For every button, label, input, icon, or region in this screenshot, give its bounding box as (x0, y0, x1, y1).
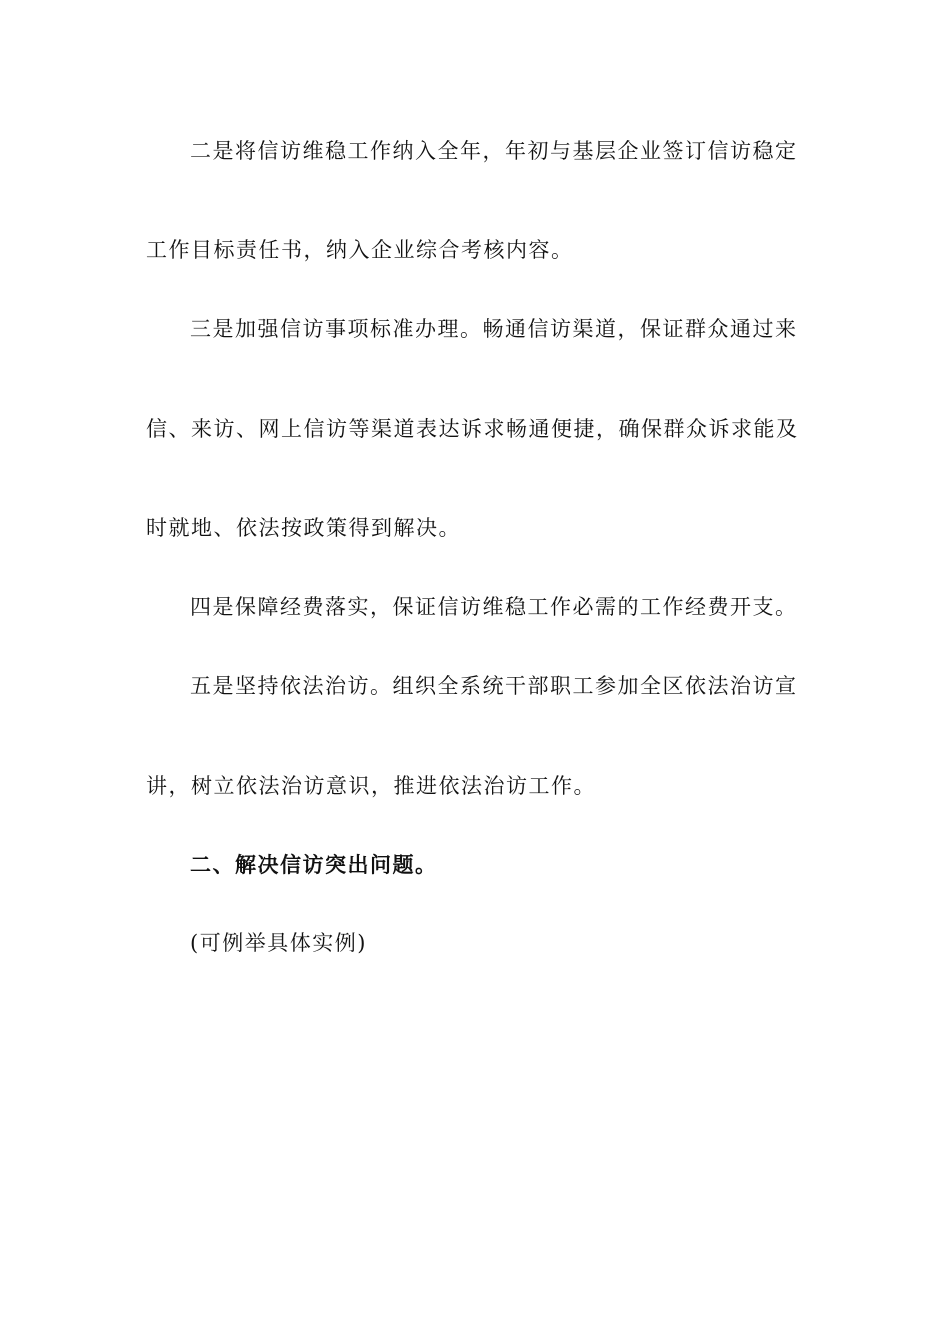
paragraph-3-line-2: 信、来访、网上信访等渠道表达诉求畅通便捷，确保群众诉求能及 (146, 417, 799, 441)
paragraph-2-line-2: 工作目标责任书，纳入企业综合考核内容。 (146, 238, 574, 262)
example-note: (可例举具体实例) (190, 931, 367, 955)
paragraph-4-line-1: 四是保障经费落实，保证信访维稳工作必需的工作经费开支。 (190, 595, 798, 619)
paragraph-3-line-1: 三是加强信访事项标准办理。畅通信访渠道，保证群众通过来 (190, 317, 798, 341)
paragraph-5-line-1: 五是坚持依法治访。组织全系统干部职工参加全区依法治访宣 (190, 674, 798, 698)
paragraph-3-line-3: 时就地、依法按政策得到解决。 (146, 516, 461, 540)
paragraph-5-line-2: 讲，树立依法治访意识，推进依法治访工作。 (146, 774, 596, 798)
paragraph-2-line-1: 二是将信访维稳工作纳入全年，年初与基层企业签订信访稳定 (190, 139, 798, 163)
section-heading: 二、解决信访突出问题。 (190, 853, 438, 877)
